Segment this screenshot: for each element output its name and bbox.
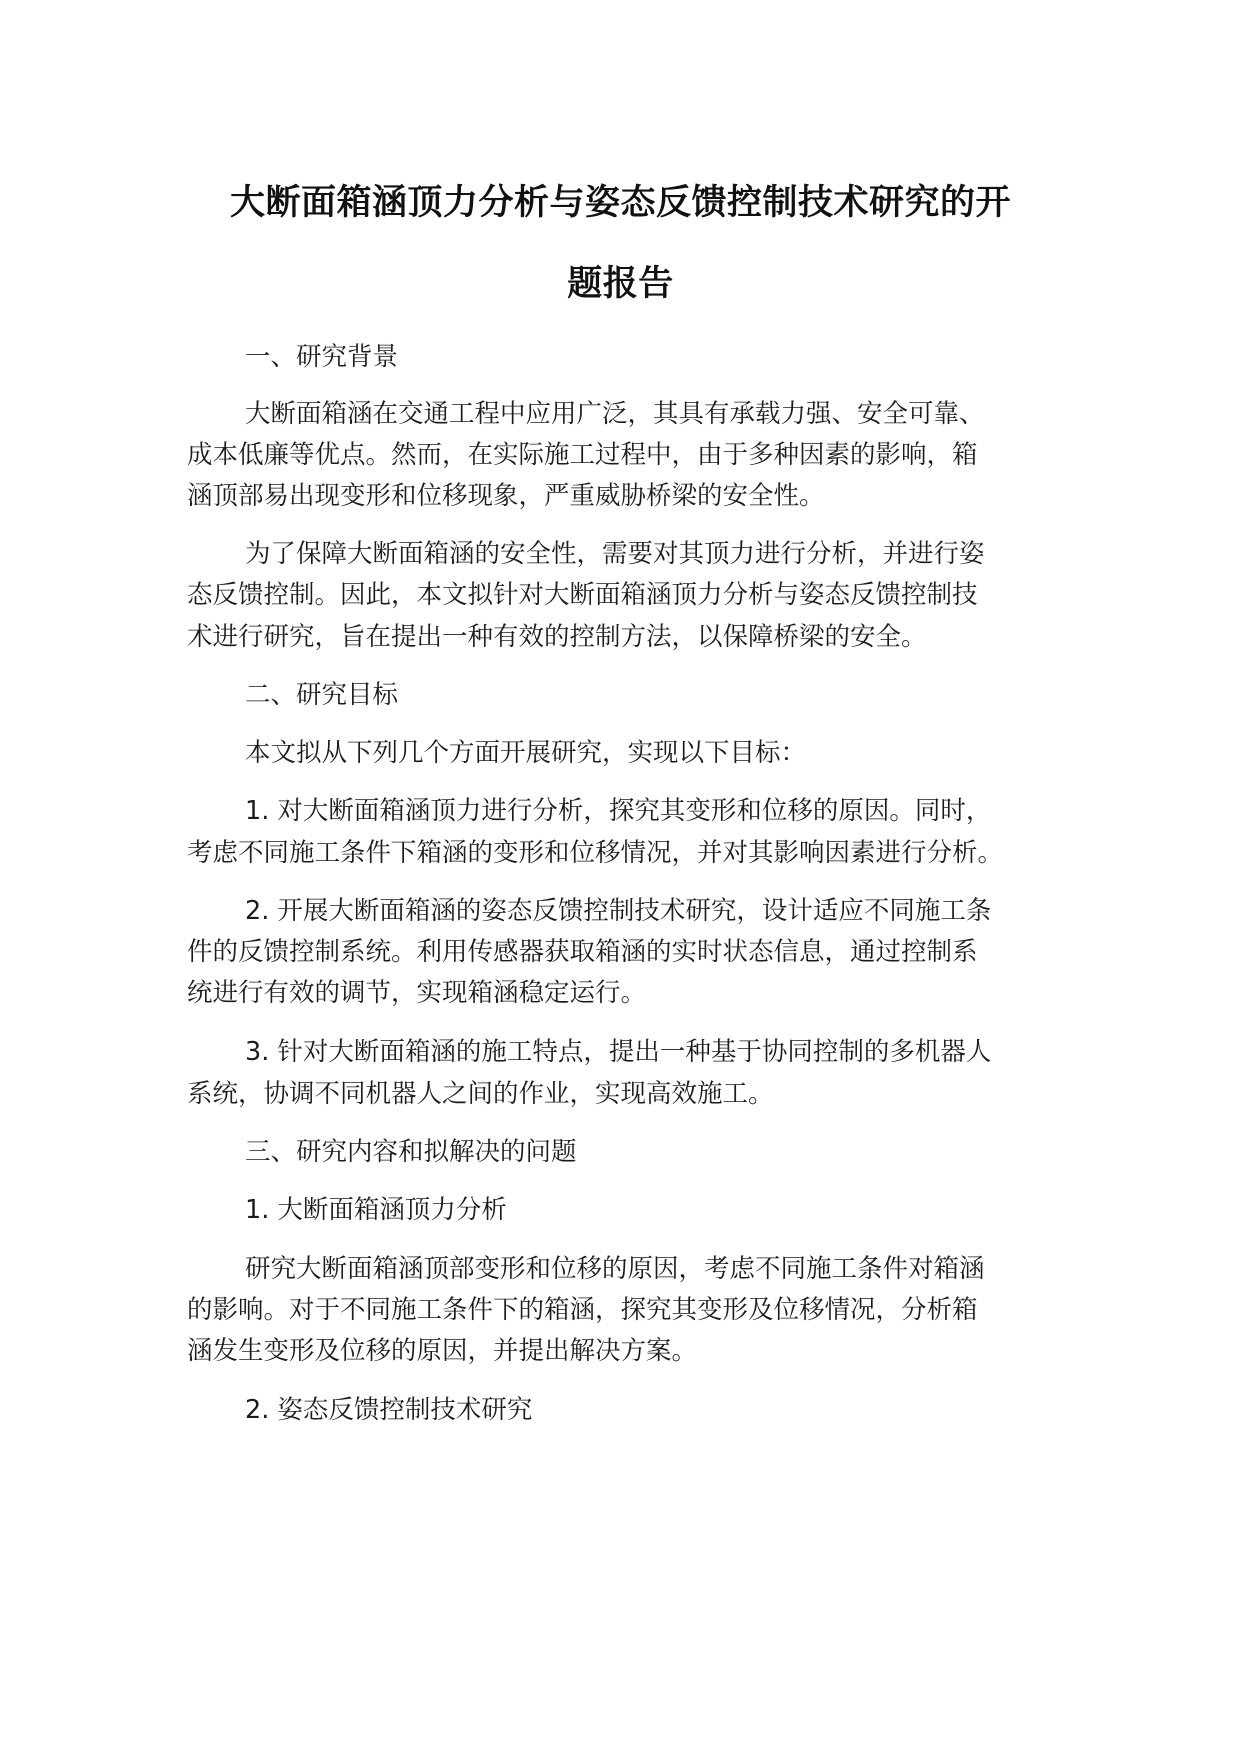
paragraph-line: 的影响。对于不同施工条件下的箱涵，探究其变形及位移情况，分析箱: [187, 1295, 978, 1325]
document-title-line-1: 大断面箱涵顶力分析与姿态反馈控制技术研究的开: [229, 183, 1011, 223]
list-item-line: 统进行有效的调节，实现箱涵稳定运行。: [187, 978, 647, 1008]
paragraph-line: 涵发生变形及位移的原因，并提出解决方案。: [187, 1336, 698, 1366]
paragraph-line: 为了保障大断面箱涵的安全性，需要对其顶力进行分析，并进行姿: [245, 539, 985, 569]
list-item-line: 3. 针对大断面箱涵的施工特点，提出一种基于协同控制的多机器人: [245, 1037, 992, 1067]
subsection-heading: 2. 姿态反馈控制技术研究: [245, 1395, 533, 1425]
document-title-line-2: 题报告: [567, 264, 674, 304]
list-item-line: 系统，协调不同机器人之间的作业，实现高效施工。: [187, 1079, 774, 1109]
section-heading-background: 一、研究背景: [245, 342, 399, 372]
list-item-line: 2. 开展大断面箱涵的姿态反馈控制技术研究，设计适应不同施工条: [245, 896, 992, 926]
paragraph-line: 术进行研究，旨在提出一种有效的控制方法，以保障桥梁的安全。: [187, 622, 927, 652]
paragraph-line: 大断面箱涵在交通工程中应用广泛，其具有承载力强、安全可靠、: [245, 399, 985, 429]
paragraph-line: 态反馈控制。因此，本文拟针对大断面箱涵顶力分析与姿态反馈控制技: [187, 580, 978, 610]
paragraph-line: 本文拟从下列几个方面开展研究，实现以下目标：: [245, 738, 807, 768]
list-item-line: 件的反馈控制系统。利用传感器获取箱涵的实时状态信息，通过控制系: [187, 937, 978, 967]
paragraph-line: 研究大断面箱涵顶部变形和位移的原因，考虑不同施工条件对箱涵: [245, 1254, 985, 1284]
list-item-line: 考虑不同施工条件下箱涵的变形和位移情况，并对其影响因素进行分析。: [187, 838, 1004, 868]
section-heading-objectives: 二、研究目标: [245, 680, 399, 710]
section-heading-content: 三、研究内容和拟解决的问题: [245, 1137, 577, 1167]
paragraph-line: 成本低廉等优点。然而，在实际施工过程中，由于多种因素的影响，箱: [187, 440, 978, 470]
paragraph-line: 涵顶部易出现变形和位移现象，严重威胁桥梁的安全性。: [187, 481, 825, 511]
subsection-heading: 1. 大断面箱涵顶力分析: [245, 1195, 507, 1225]
list-item-line: 1. 对大断面箱涵顶力进行分析，探究其变形和位移的原因。同时，: [245, 796, 992, 826]
